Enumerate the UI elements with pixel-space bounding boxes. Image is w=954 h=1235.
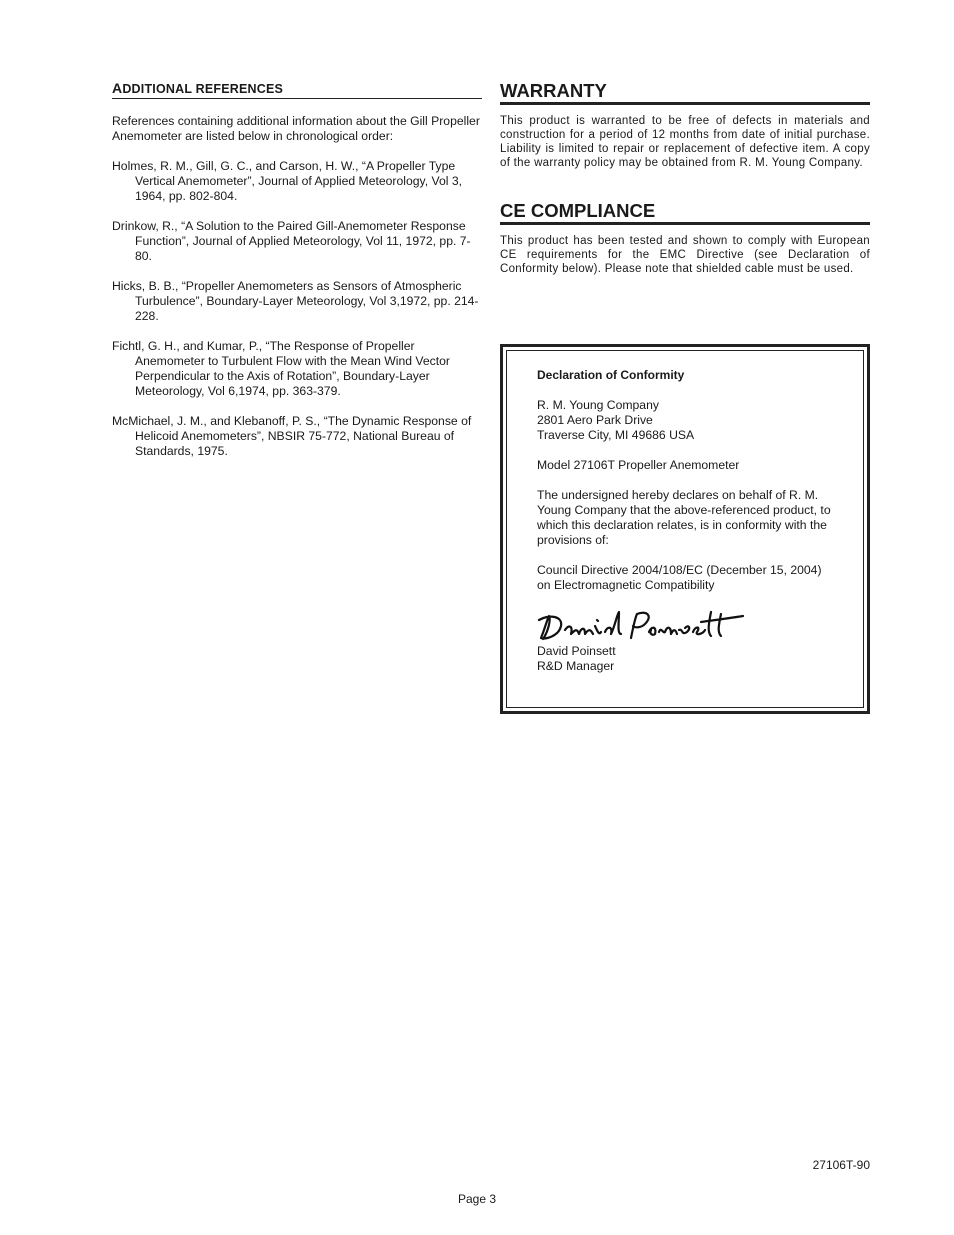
- signer-title: R&D Manager: [537, 659, 615, 673]
- declaration-content: [537, 368, 847, 689]
- ce-compliance-heading: CE COMPLIANCE: [500, 200, 870, 225]
- document-code: 27106T-90: [812, 1158, 870, 1172]
- company-name: R. M. Young Company: [537, 398, 659, 412]
- declaration-of-conformity-box: [500, 344, 870, 714]
- additional-references-heading: [112, 80, 482, 99]
- model-line: Model 27106T Propeller Anemometer: [537, 458, 740, 472]
- directive: [537, 563, 847, 593]
- references-intro: References containing additional information about the Gill Propeller Anemometer are listed below in chronological order:: [112, 114, 480, 143]
- declaration-title: Declaration of Conformity: [537, 368, 685, 382]
- declaration-inner-border: [506, 350, 864, 708]
- signer-name: David Poinsett: [537, 644, 616, 658]
- warranty-text: This product is warranted to be free of defects in materials and construction for a period of 12 months from date of initial purchase. Liability is limited to repair or replacement of defective item. A copy of the warranty policy may be obtained from R. M. Young Company.: [500, 115, 870, 169]
- directive-line-1: Council Directive 2004/108/EC (December 15, 2004): [537, 563, 822, 577]
- heading-rest: DDITIONAL REFERENCES: [122, 82, 284, 96]
- address-line-1: 2801 Aero Park Drive: [537, 413, 653, 427]
- reference-item: Drinkow, R., “A Solution to the Paired Gill-Anemometer Response Function”, Journal of Applied Meteorology, Vol 11, 1972, pp. 7-80.: [112, 219, 471, 263]
- signer-block: [537, 644, 847, 674]
- reference-item: McMichael, J. M., and Klebanoff, P. S., “The Dynamic Response of Helicoid Anemometers”, NBSIR 75-772, National Bureau of Standards, 1975.: [112, 414, 472, 458]
- directive-line-2: on Electromagnetic Compatibility: [537, 578, 715, 592]
- additional-references-section: [112, 80, 482, 459]
- reference-item: Fichtl, G. H., and Kumar, P., “The Response of Propeller Anemometer to Turbulent Flow with the Mean Wind Vector Perpendicular to the Axis of Rotation”, Boundary-Layer Meteorology, Vol 6,1974, pp. 363-379.: [112, 339, 450, 398]
- page-number: Page 3: [457, 1192, 497, 1206]
- declaration-statement: The undersigned hereby declares on behalf of R. M. Young Company that the above-referenced product, to which this declaration relates, is in conformity with the provisions of:: [537, 488, 831, 547]
- heading-initial: A: [112, 80, 123, 96]
- reference-item: Holmes, R. M., Gill, G. C., and Carson, H. W., “A Propeller Type Vertical Anemometer”, Journal of Applied Meteorology, Vol 3, 1964, pp. 802-804.: [112, 159, 462, 203]
- right-column: [500, 80, 870, 276]
- reference-item: Hicks, B. B., “Propeller Anemometers as Sensors of Atmospheric Turbulence”, Boundary-Layer Meteorology, Vol 3,1972, pp. 214-228.: [112, 279, 479, 323]
- ce-compliance-text: This product has been tested and shown to comply with European CE requirements for the EMC Directive (see Declaration of Conformity below). Please note that shielded cable must be used.: [500, 235, 870, 275]
- warranty-heading: WARRANTY: [500, 80, 870, 105]
- company-address: [537, 398, 847, 443]
- handwritten-signature: [535, 608, 745, 644]
- address-line-2: Traverse City, MI 49686 USA: [537, 428, 695, 442]
